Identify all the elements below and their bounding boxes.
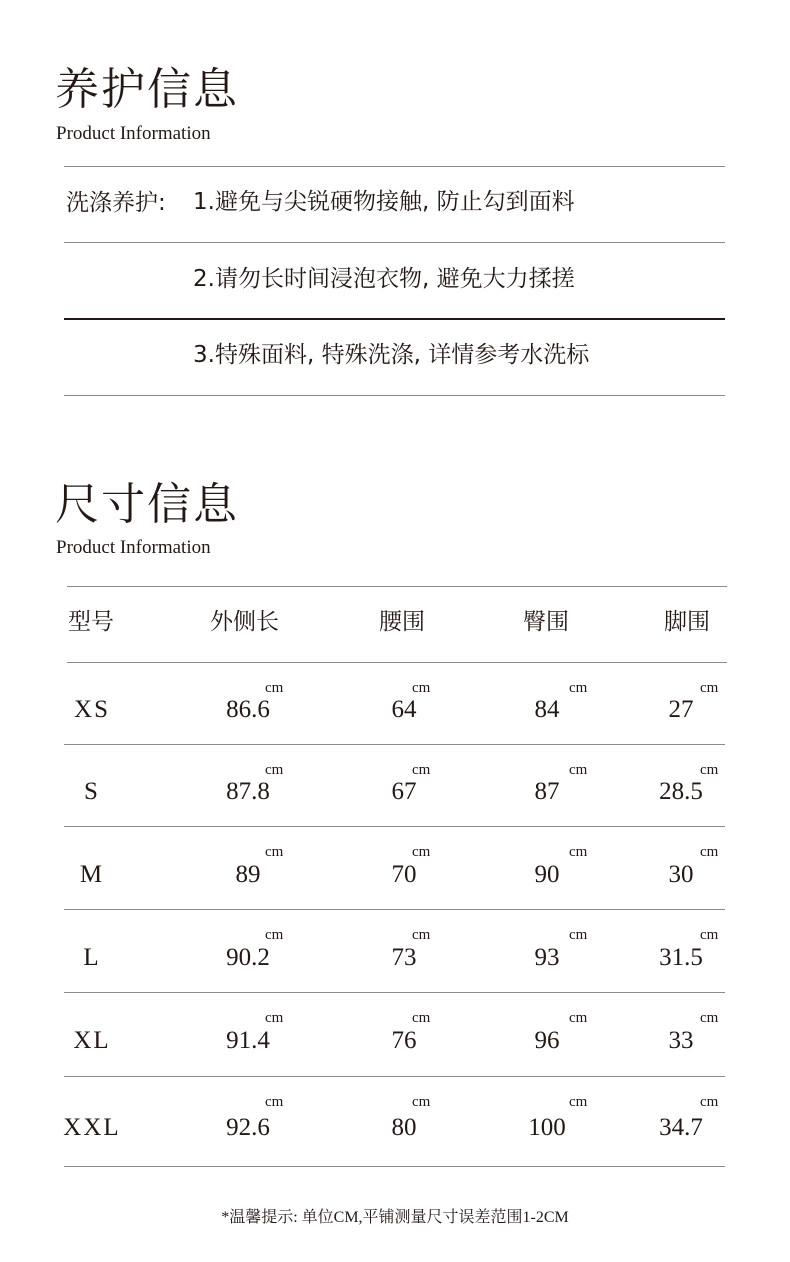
unit-label: cm — [569, 680, 588, 696]
care-label: 洗涤养护: — [66, 190, 166, 216]
measurement-value: 31.5 — [659, 944, 703, 971]
care-item-3: 3.特殊面料, 特殊洗涤, 详情参考水洗标 — [193, 342, 590, 368]
unit-label: cm — [700, 1094, 719, 1110]
care-divider-top — [64, 166, 725, 167]
measurement-value: 27 — [668, 696, 694, 723]
unit-label: cm — [700, 762, 719, 778]
measurement-note: *温馨提示: 单位CM,平铺测量尺寸误差范围1-2CM — [221, 1209, 569, 1226]
size-label: S — [84, 778, 100, 805]
row-divider — [64, 1076, 725, 1077]
measurement-value: 84 — [534, 696, 560, 723]
size-title: 尺寸信息 — [55, 479, 239, 530]
unit-label: cm — [700, 844, 719, 860]
care-divider-1 — [64, 242, 725, 243]
measurement-value: 93 — [534, 944, 560, 971]
measurement-value: 100 — [528, 1114, 566, 1141]
unit-label: cm — [265, 1010, 284, 1026]
measurement-value: 92.6 — [226, 1114, 270, 1141]
unit-label: cm — [569, 1094, 588, 1110]
unit-label: cm — [412, 680, 431, 696]
measurement-value: 90.2 — [226, 944, 270, 971]
care-title: 养护信息 — [55, 64, 239, 115]
measurement-value: 80 — [391, 1114, 417, 1141]
unit-label: cm — [700, 927, 719, 943]
measurement-value: 70 — [391, 861, 417, 888]
measurement-value: 90 — [534, 861, 560, 888]
measurement-value: 87 — [534, 778, 560, 805]
size-label: XXL — [63, 1114, 121, 1141]
measurement-value: 89 — [235, 861, 261, 888]
care-subtitle: Product Information — [56, 123, 211, 144]
care-item-1: 1.避免与尖锐硬物接触, 防止勾到面料 — [193, 189, 575, 215]
row-divider — [64, 826, 725, 827]
measurement-value: 28.5 — [659, 778, 703, 805]
unit-label: cm — [265, 1094, 284, 1110]
measurement-value: 67 — [391, 778, 417, 805]
measurement-value: 91.4 — [226, 1027, 270, 1054]
measurement-value: 86.6 — [226, 696, 270, 723]
unit-label: cm — [412, 1010, 431, 1026]
unit-label: cm — [412, 927, 431, 943]
unit-label: cm — [700, 680, 719, 696]
unit-label: cm — [412, 844, 431, 860]
unit-label: cm — [569, 1010, 588, 1026]
row-divider — [64, 992, 725, 993]
header-outseam: 外侧长 — [210, 609, 279, 635]
header-leg-opening: 脚围 — [664, 609, 710, 635]
row-divider — [64, 909, 725, 910]
unit-label: cm — [569, 762, 588, 778]
care-divider-bottom — [64, 395, 725, 396]
measurement-value: 96 — [534, 1027, 560, 1054]
unit-label: cm — [569, 844, 588, 860]
size-subtitle: Product Information — [56, 537, 211, 558]
size-label: M — [79, 861, 105, 888]
size-table-top-rule — [67, 586, 727, 587]
size-label: L — [83, 944, 101, 971]
unit-label: cm — [412, 1094, 431, 1110]
unit-label: cm — [569, 927, 588, 943]
care-divider-2 — [64, 318, 725, 320]
size-label: XL — [73, 1027, 111, 1054]
size-table-header-rule — [67, 662, 727, 663]
care-item-2: 2.请勿长时间浸泡衣物, 避免大力揉搓 — [193, 266, 575, 292]
unit-label: cm — [265, 844, 284, 860]
size-label: XS — [74, 696, 110, 723]
unit-label: cm — [412, 762, 431, 778]
measurement-value: 76 — [391, 1027, 417, 1054]
unit-label: cm — [265, 927, 284, 943]
unit-label: cm — [265, 680, 284, 696]
measurement-value: 30 — [668, 861, 694, 888]
unit-label: cm — [265, 762, 284, 778]
unit-label: cm — [700, 1010, 719, 1026]
measurement-value: 33 — [668, 1027, 694, 1054]
header-hip: 臀围 — [523, 609, 569, 635]
measurement-value: 34.7 — [659, 1114, 703, 1141]
size-table-bottom-rule — [64, 1166, 725, 1167]
measurement-value: 73 — [391, 944, 417, 971]
row-divider — [64, 744, 725, 745]
header-model: 型号 — [68, 609, 114, 635]
measurement-value: 64 — [391, 696, 417, 723]
header-waist: 腰围 — [379, 609, 425, 635]
measurement-value: 87.8 — [226, 778, 270, 805]
